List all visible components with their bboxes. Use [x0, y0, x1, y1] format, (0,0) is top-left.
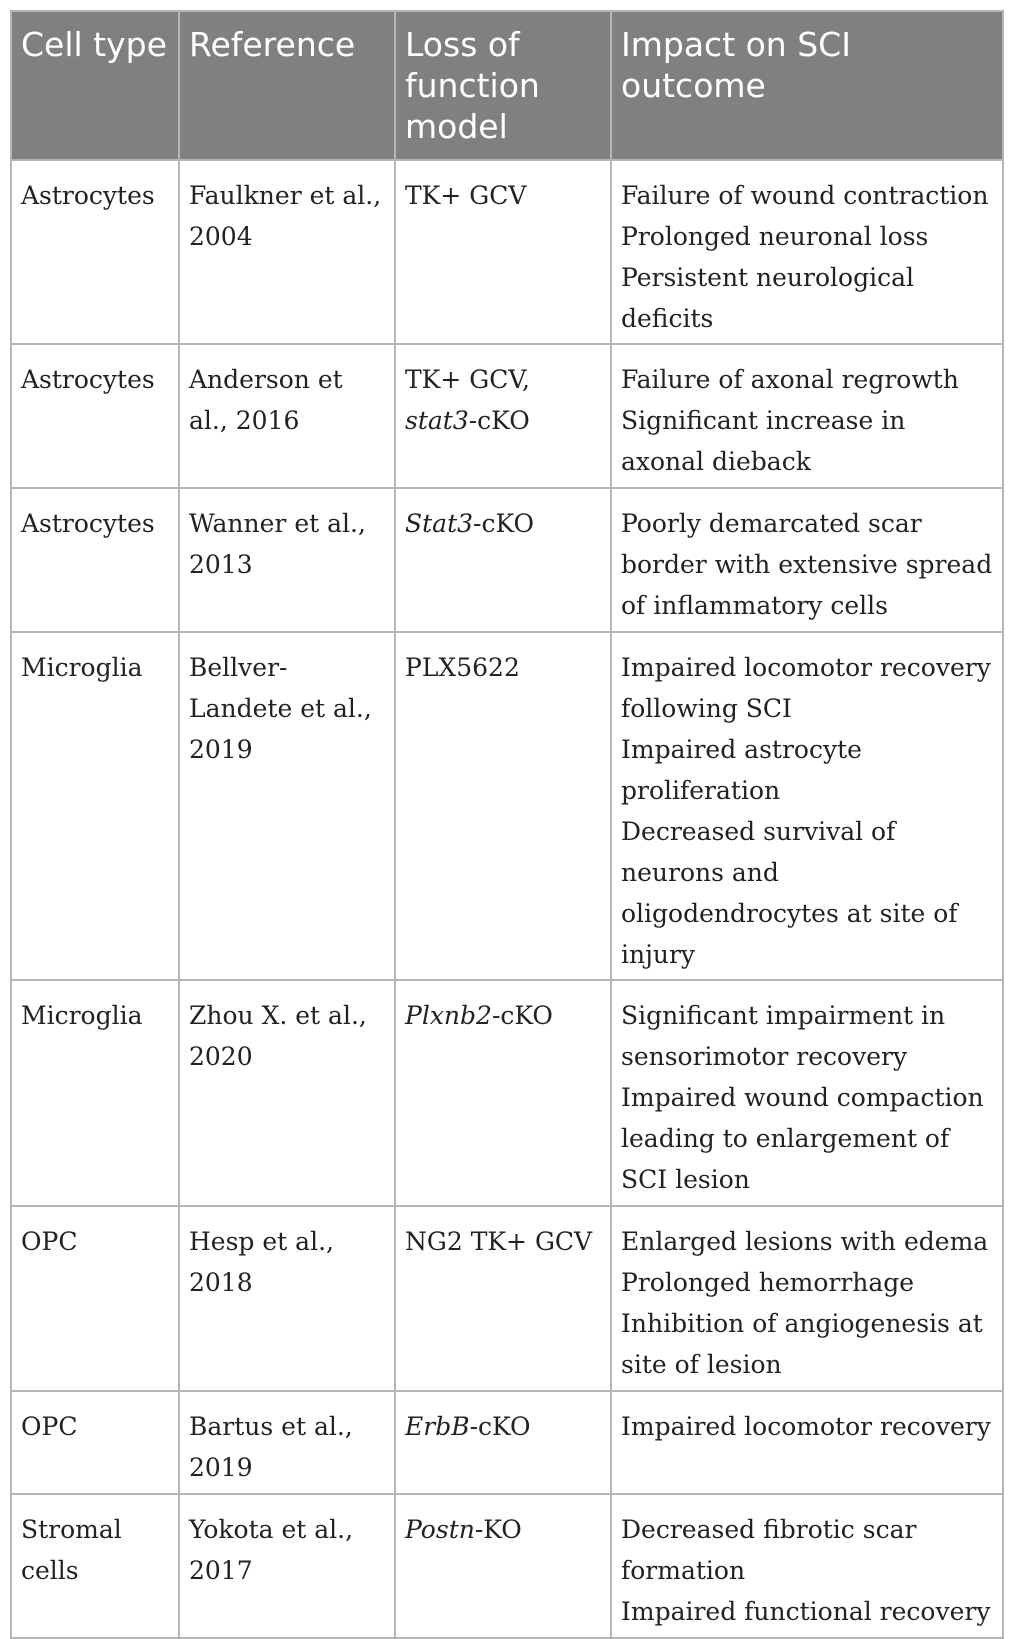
reference-link[interactable]: Anderson et al., 2016 — [179, 344, 395, 488]
model-gene: stat3 — [405, 406, 469, 435]
reference-link[interactable]: Bartus et al., 2019 — [179, 1391, 395, 1494]
reference-link[interactable]: Hesp et al., 2018 — [179, 1206, 395, 1391]
table-row — [11, 632, 1003, 980]
impact-line: Decreased fibrotic scar formation — [621, 1515, 917, 1585]
impact-cell — [611, 1391, 1003, 1494]
impact-line: Enlarged lesions with edema — [621, 1227, 989, 1256]
impact-cell — [611, 632, 1003, 980]
impact-cell — [611, 980, 1003, 1206]
model-text: TK+ GCV — [405, 181, 527, 210]
cell-type: Microglia — [11, 980, 179, 1206]
model-suffix: -cKO — [491, 1001, 553, 1030]
model-text: TK+ GCV, — [405, 365, 530, 394]
model-cell — [395, 488, 611, 632]
model-text: NG2 TK+ GCV — [405, 1227, 593, 1256]
table-row — [11, 344, 1003, 488]
cell-type: OPC — [11, 1391, 179, 1494]
impact-line: Significant impairment in sensorimotor recovery — [621, 1001, 946, 1071]
model-cell — [395, 980, 611, 1206]
impact-cell — [611, 488, 1003, 632]
model-suffix: -cKO — [468, 406, 530, 435]
impact-line: Poorly demarcated scar border with extensive spread of inflammatory cells — [621, 509, 993, 620]
impact-line: Impaired wound compaction leading to enlargement of SCI lesion — [621, 1083, 984, 1194]
impact-line: Prolonged neuronal loss — [621, 222, 929, 251]
model-gene: Stat3 — [405, 509, 474, 538]
impact-line: Decreased survival of neurons and oligodendrocytes at site of injury — [621, 817, 958, 969]
impact-line: Impaired locomotor recovery — [621, 1412, 991, 1441]
impact-line: Persistent neurological deficits — [621, 263, 914, 333]
impact-cell — [611, 344, 1003, 488]
cell-type: Stromal cells — [11, 1494, 179, 1638]
impact-line: Failure of wound contraction — [621, 181, 989, 210]
model-text: PLX5622 — [405, 653, 520, 682]
model-suffix: -cKO — [473, 509, 534, 538]
table-row — [11, 1494, 1003, 1638]
table-row — [11, 1391, 1003, 1494]
header-reference: Reference — [179, 11, 395, 160]
reference-link[interactable]: Faulkner et al., 2004 — [179, 160, 395, 344]
model-cell — [395, 1206, 611, 1391]
model-cell — [395, 160, 611, 344]
cell-type: Astrocytes — [11, 488, 179, 632]
sci-loss-of-function-table — [10, 10, 1004, 1639]
header-row — [11, 11, 1003, 160]
reference-link[interactable]: Zhou X. et al., 2020 — [179, 980, 395, 1206]
model-gene: ErbB — [405, 1412, 470, 1441]
impact-cell — [611, 1494, 1003, 1638]
model-cell — [395, 1391, 611, 1494]
impact-line: Failure of axonal regrowth — [621, 365, 959, 394]
impact-line: Inhibition of angiogenesis at site of lesion — [621, 1309, 983, 1379]
table-row — [11, 488, 1003, 632]
impact-line: Impaired locomotor recovery following SCI — [621, 653, 991, 723]
model-cell — [395, 632, 611, 980]
cell-type: Astrocytes — [11, 344, 179, 488]
model-suffix: -KO — [474, 1515, 522, 1544]
cell-type: Microglia — [11, 632, 179, 980]
impact-cell — [611, 1206, 1003, 1391]
impact-cell — [611, 160, 1003, 344]
header-model: Loss of function model — [395, 11, 611, 160]
model-suffix: -cKO — [469, 1412, 531, 1441]
table-row — [11, 980, 1003, 1206]
impact-line: Prolonged hemorrhage — [621, 1268, 915, 1297]
cell-type: OPC — [11, 1206, 179, 1391]
model-cell — [395, 344, 611, 488]
model-gene: Postn — [405, 1515, 475, 1544]
reference-link[interactable]: Bellver-Landete et al., 2019 — [179, 632, 395, 980]
header-impact: Impact on SCI outcome — [611, 11, 1003, 160]
impact-line: Significant increase in axonal dieback — [621, 406, 906, 476]
model-gene: Plxnb2 — [405, 1001, 492, 1030]
impact-line: Impaired astrocyte proliferation — [621, 735, 862, 805]
impact-line: Impaired functional recovery — [621, 1597, 991, 1626]
model-cell — [395, 1494, 611, 1638]
table-row — [11, 1206, 1003, 1391]
table-row — [11, 160, 1003, 344]
reference-link[interactable]: Wanner et al., 2013 — [179, 488, 395, 632]
header-cell-type: Cell type — [11, 11, 179, 160]
cell-type: Astrocytes — [11, 160, 179, 344]
reference-link[interactable]: Yokota et al., 2017 — [179, 1494, 395, 1638]
